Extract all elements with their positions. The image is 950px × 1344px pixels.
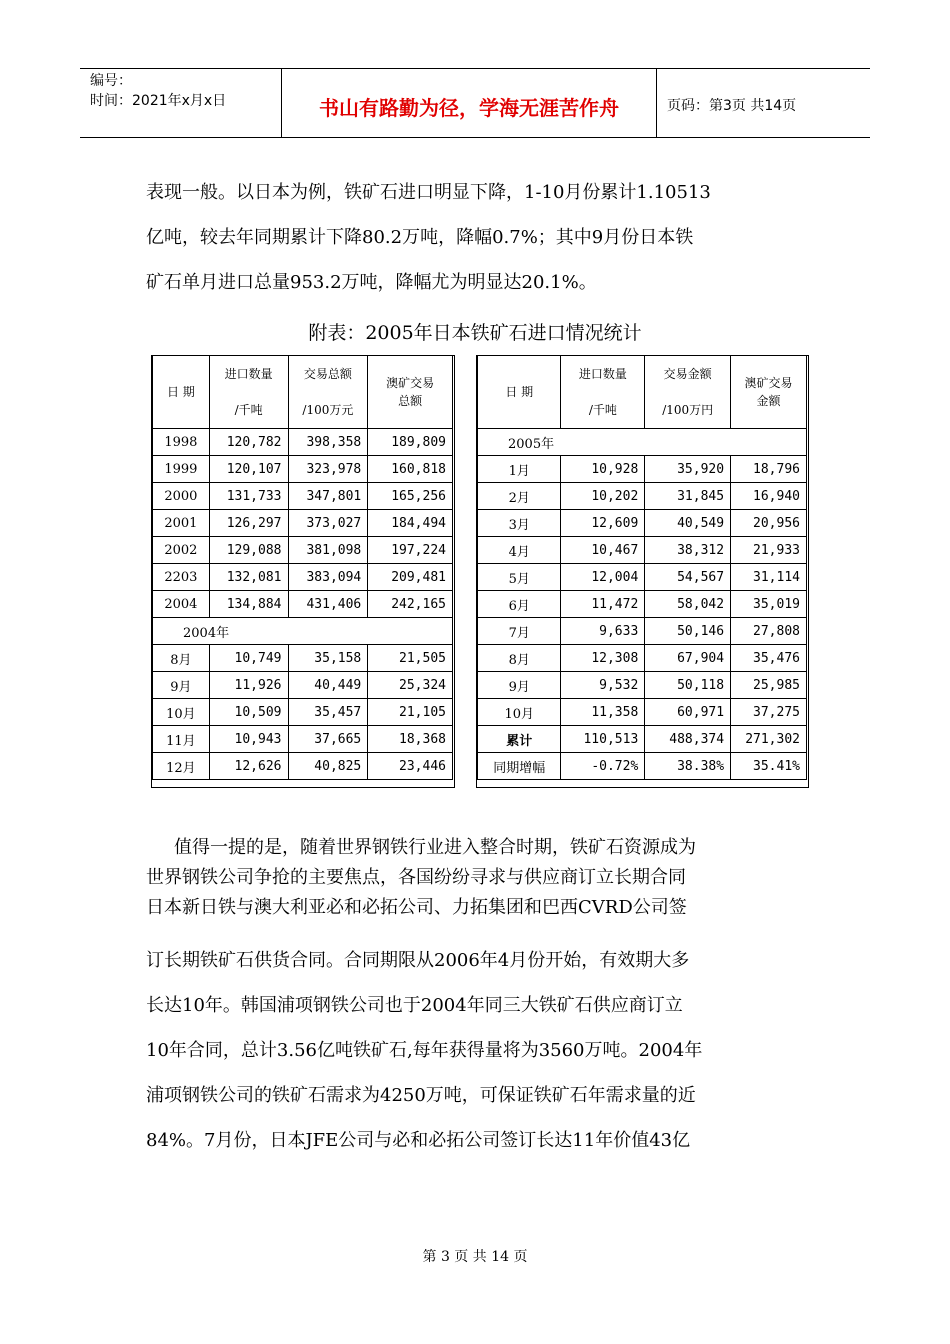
table-row: [478, 753, 807, 780]
table-cell: 129,088: [209, 537, 288, 564]
table-cell: 242,165: [368, 591, 453, 618]
header-page: 页码：第3页 共14页: [667, 98, 797, 114]
table-cell: 25,985: [731, 672, 807, 699]
row-label: 5月: [478, 564, 561, 591]
table-header-cell: 日 期: [478, 356, 561, 429]
table-cell: 131,733: [209, 483, 288, 510]
table-header-cell: 进口数量 /千吨: [561, 356, 645, 429]
table-cell: 120,107: [209, 456, 288, 483]
table-cell: 40,549: [645, 510, 731, 537]
table-cell: 209,481: [368, 564, 453, 591]
row-label: 累计: [478, 726, 561, 753]
table-row: [478, 456, 807, 483]
table-cell: 35.41%: [731, 753, 807, 780]
row-label: 1月: [478, 456, 561, 483]
table-row: [153, 645, 453, 672]
table-cell: 10,943: [209, 726, 288, 753]
table-cell: 12,004: [561, 564, 645, 591]
table-header-row: [153, 356, 453, 429]
table-cell: 21,105: [368, 699, 453, 726]
row-label: 7月: [478, 618, 561, 645]
row-label: 3月: [478, 510, 561, 537]
table-row: [153, 726, 453, 753]
table-row: [478, 591, 807, 618]
table-cell: 132,081: [209, 564, 288, 591]
table-cell: 383,094: [288, 564, 368, 591]
row-label: 8月: [478, 645, 561, 672]
table-row: [478, 564, 807, 591]
table-cell: 11,926: [209, 672, 288, 699]
table-cell: 40,825: [288, 753, 368, 780]
row-label: 2004: [153, 591, 210, 618]
row-label: 2000: [153, 483, 210, 510]
row-label: 2203: [153, 564, 210, 591]
table-cell: 35,457: [288, 699, 368, 726]
paragraph-line: 长达10年。韩国浦项钢铁公司也于2004年同三大铁矿石供应商订立: [146, 995, 683, 1016]
table-row: [153, 537, 453, 564]
table-cell: 16,940: [731, 483, 807, 510]
table-cell: 488,374: [645, 726, 731, 753]
table-section-row: [153, 618, 453, 645]
table-cell: 35,476: [731, 645, 807, 672]
paragraph-line: 10年合同，总计3.56亿吨铁矿石,每年获得量将为3560万吨。2004年: [146, 1040, 703, 1061]
table-cell: 110,513: [561, 726, 645, 753]
table-row: [153, 456, 453, 483]
table-cell: 12,626: [209, 753, 288, 780]
table-section-row: [478, 429, 807, 456]
table-header-cell: 交易金额 /100万円: [645, 356, 731, 429]
table-row: [153, 591, 453, 618]
table-header-cell: 澳矿交易 金额: [731, 356, 807, 429]
table-header-cell: 澳矿交易 总额: [368, 356, 453, 429]
row-label: 12月: [153, 753, 210, 780]
section-label: 2004年: [153, 618, 453, 645]
table-cell: 67,904: [645, 645, 731, 672]
table-row: [153, 429, 453, 456]
table-cell: 165,256: [368, 483, 453, 510]
table-cell: 31,845: [645, 483, 731, 510]
paragraph-line: 表现一般。以日本为例，铁矿石进口明显下降，1-10月份累计1.10513: [146, 182, 711, 203]
table-row: [153, 672, 453, 699]
row-label: 10月: [153, 699, 210, 726]
paragraph-line: 值得一提的是，随着世界钢铁行业进入整合时期，铁矿石资源成为: [174, 837, 696, 858]
table-cell: 35,019: [731, 591, 807, 618]
table-row: [478, 645, 807, 672]
table-row: [153, 564, 453, 591]
table-cell: 21,505: [368, 645, 453, 672]
table-cell: -0.72%: [561, 753, 645, 780]
table-cell: 25,324: [368, 672, 453, 699]
row-label: 6月: [478, 591, 561, 618]
left-table: [152, 355, 453, 780]
table-cell: 10,467: [561, 537, 645, 564]
table-cell: 12,308: [561, 645, 645, 672]
table-cell: 18,796: [731, 456, 807, 483]
header-motto: 书山有路勤为径，学海无涯苦作舟: [282, 69, 657, 137]
paragraph-line: 订长期铁矿石供货合同。合同期限从2006年4月份开始，有效期大多: [146, 950, 690, 971]
table-cell: 10,928: [561, 456, 645, 483]
row-label: 9月: [153, 672, 210, 699]
table-cell: 11,358: [561, 699, 645, 726]
table-cell: 271,302: [731, 726, 807, 753]
row-label: 10月: [478, 699, 561, 726]
table-cell: 58,042: [645, 591, 731, 618]
table-cell: 37,665: [288, 726, 368, 753]
table-cell: 184,494: [368, 510, 453, 537]
table-header-cell: 交易总额 /100万元: [288, 356, 368, 429]
table-row: [478, 537, 807, 564]
table-row: [478, 483, 807, 510]
paragraph-line: 亿吨，较去年同期累计下降80.2万吨，降幅0.7%；其中9月份日本铁: [146, 227, 694, 248]
header-number: 编号：: [90, 73, 132, 89]
table-cell: 35,920: [645, 456, 731, 483]
table-cell: 31,114: [731, 564, 807, 591]
table-cell: 9,633: [561, 618, 645, 645]
table-cell: 21,933: [731, 537, 807, 564]
table-cell: 197,224: [368, 537, 453, 564]
right-table: [477, 355, 807, 780]
row-label: 2002: [153, 537, 210, 564]
table-cell: 54,567: [645, 564, 731, 591]
paragraph-1: [146, 170, 810, 305]
table-cell: 50,146: [645, 618, 731, 645]
row-label: 2月: [478, 483, 561, 510]
table-cell: 23,446: [368, 753, 453, 780]
table-cell: 10,509: [209, 699, 288, 726]
table-cell: 323,978: [288, 456, 368, 483]
table-cell: 10,749: [209, 645, 288, 672]
table-cell: 10,202: [561, 483, 645, 510]
paragraph-line: 日本新日铁与澳大利亚必和必拓公司、力拓集团和巴西CVRD公司签: [146, 897, 687, 918]
table-cell: 35,158: [288, 645, 368, 672]
table-header-row: [478, 356, 807, 429]
header-meta: [80, 69, 282, 137]
row-label: 1999: [153, 456, 210, 483]
table-cell: 9,532: [561, 672, 645, 699]
paragraph-line: 浦项钢铁公司的铁矿石需求为4250万吨，可保证铁矿石年需求量的近: [146, 1085, 696, 1106]
table-row: [478, 672, 807, 699]
table-row: [478, 618, 807, 645]
table-row: [478, 699, 807, 726]
table-cell: 50,118: [645, 672, 731, 699]
table-header-cell: 日 期: [153, 356, 210, 429]
row-label: 11月: [153, 726, 210, 753]
table-cell: 160,818: [368, 456, 453, 483]
row-label: 1998: [153, 429, 210, 456]
row-label: 4月: [478, 537, 561, 564]
paragraph-line: 矿石单月进口总量953.2万吨，降幅尤为明显达20.1%。: [146, 272, 597, 293]
header-time: 时间：2021年x月x日: [90, 93, 227, 109]
row-label: 2001: [153, 510, 210, 537]
table-row: [153, 753, 453, 780]
table-cell: 120,782: [209, 429, 288, 456]
row-label: 9月: [478, 672, 561, 699]
table-caption: 附表：2005年日本铁矿石进口情况统计: [308, 322, 642, 344]
table-cell: 11,472: [561, 591, 645, 618]
page-footer: 第 3 页 共 14 页: [422, 1249, 528, 1265]
table-cell: 373,027: [288, 510, 368, 537]
table-cell: 189,809: [368, 429, 453, 456]
section-label: 2005年: [478, 429, 807, 456]
paragraph-line: 84%。7月份，日本JFE公司与必和必拓公司签订长达11年价值43亿: [146, 1130, 691, 1151]
table-cell: 126,297: [209, 510, 288, 537]
table-cell: 27,808: [731, 618, 807, 645]
table-cell: 347,801: [288, 483, 368, 510]
table-cell: 38,312: [645, 537, 731, 564]
table-cell: 60,971: [645, 699, 731, 726]
table-header-cell: 进口数量 /千吨: [209, 356, 288, 429]
table-row: [478, 726, 807, 753]
table-cell: 12,609: [561, 510, 645, 537]
paragraph-line: 世界钢铁公司争抢的主要焦点，各国纷纷寻求与供应商订立长期合同: [146, 867, 686, 888]
table-row: [153, 483, 453, 510]
table-cell: 431,406: [288, 591, 368, 618]
table-cell: 40,449: [288, 672, 368, 699]
table-cell: 18,368: [368, 726, 453, 753]
row-label: 同期增幅: [478, 753, 561, 780]
table-cell: 398,358: [288, 429, 368, 456]
table-cell: 20,956: [731, 510, 807, 537]
table-cell: 38.38%: [645, 753, 731, 780]
table-row: [153, 510, 453, 537]
table-row: [153, 699, 453, 726]
paragraph-2: [146, 833, 810, 1163]
row-label: 8月: [153, 645, 210, 672]
table-cell: 381,098: [288, 537, 368, 564]
table-cell: 134,884: [209, 591, 288, 618]
page-header: [80, 68, 870, 138]
table-row: [478, 510, 807, 537]
table-cell: 37,275: [731, 699, 807, 726]
